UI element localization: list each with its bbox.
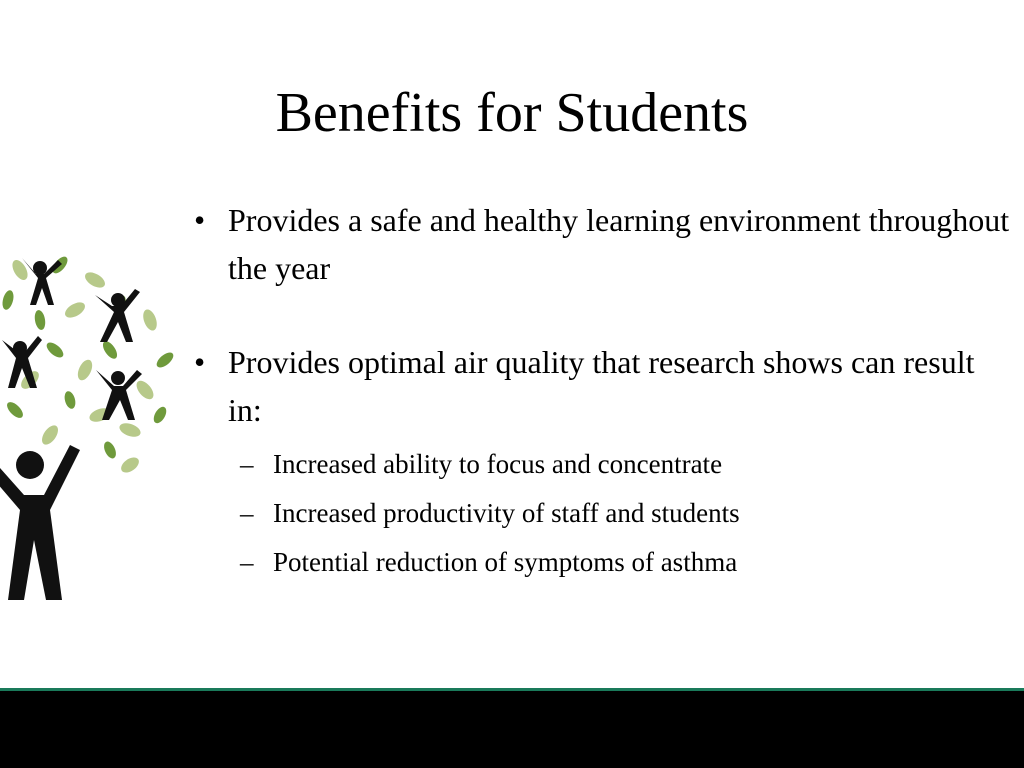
sub-bullet-text: Increased ability to focus and concentrate: [273, 449, 723, 479]
footer-bar: [0, 688, 1024, 768]
bullet-marker: •: [194, 344, 206, 380]
bullet-item: [190, 338, 1010, 587]
sub-bullet-text: Potential reduction of symptoms of asthma: [273, 547, 738, 577]
sub-bullet-item: [228, 538, 1010, 587]
bullet-text: Provides optimal air quality that research shows can result in:: [228, 344, 975, 428]
sub-bullet-list: [228, 440, 1010, 587]
sub-bullet-text: Increased productivity of staff and students: [273, 498, 740, 528]
slide-title: Benefits for Students: [275, 82, 749, 144]
bullet-list: [190, 196, 1010, 587]
bullet-marker: •: [194, 202, 206, 238]
bullet-item: [190, 196, 1010, 292]
sub-bullet-item: [228, 440, 1010, 489]
sub-bullet-marker: –: [240, 498, 254, 528]
sub-bullet-marker: –: [240, 547, 254, 577]
sub-bullet-item: [228, 489, 1010, 538]
bullet-text: Provides a safe and healthy learning environment throughout the year: [228, 202, 1010, 286]
people-tree-logo: [0, 250, 190, 610]
sub-bullet-marker: –: [240, 449, 254, 479]
